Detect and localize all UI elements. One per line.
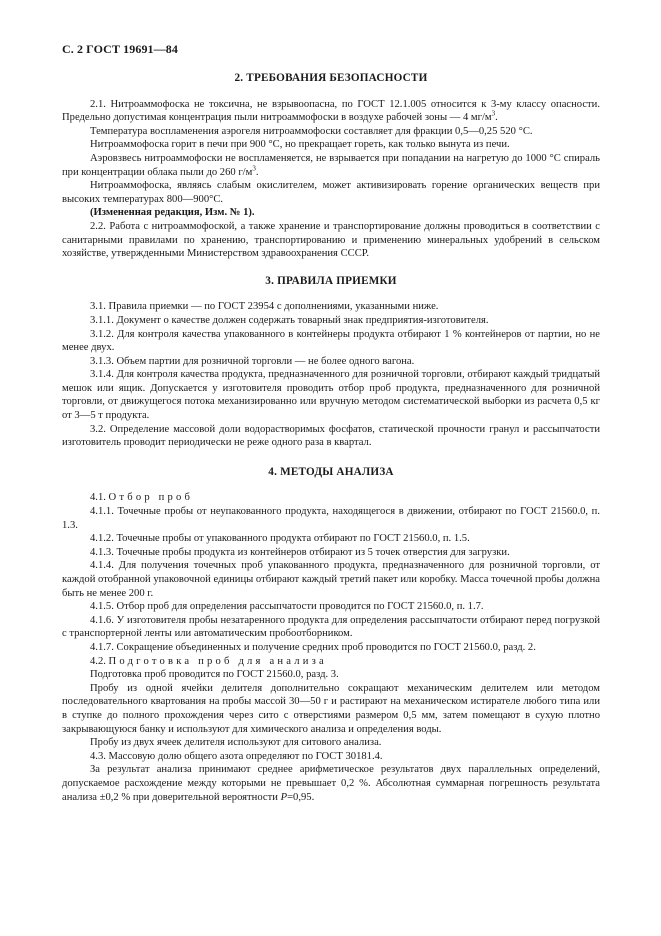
paragraph-2-2: 2.2. Работа с нитроаммофоской, а также хранение и транспортирование должны проводиться в соответствии с санитарными правилами по хранению, транспортированию и применению минеральных удобрений в сельском хозяйстве, утвержденными Министерством здравоохранения СССР. [62,220,600,260]
paragraph-4-3: 4.3. Массовую долю общего азота определяют по ГОСТ 30181.4. [90,750,383,762]
paragraph-4-1: 4.1. Отбор проб [90,492,194,504]
running-title: С. 2 ГОСТ 19691—84 [62,42,178,56]
section-2-title: 2. ТРЕБОВАНИЯ БЕЗОПАСНОСТИ [234,72,428,84]
paragraph-4-2-a: Подготовка проб проводится по ГОСТ 21560.0, разд. 3. [90,669,339,681]
paragraph-3-2: 3.2. Определение массовой доли водорастворимых фосфатов, статической прочности гранул и рассыпчатости изготовитель проводит периодически не реже одного раза в квартал. [62,423,600,449]
paragraph-4-1-1: 4.1.1. Точечные пробы от неупакованного продукта, находящегося в движении, отбирают по ГОСТ 21560.0, п. 1.3. [62,506,600,531]
paragraph-4-2-b: Пробу из одной ячейки делителя дополнительно сокращают механическим делителем или методом последовательного квартования на пробы массой 30—50 г и растирают на механическом истирателе любого типа или в ступке до полного прохождения через сито с отверстиями размером 0,5 мм, затем помещают в сухую плотно закрывающуюся банку и используют для химического анализа и определения воды. [62,682,600,735]
paragraph-3-1-1: 3.1.1. Документ о качестве должен содержать товарный знак предприятия-изготовителя. [90,314,489,326]
paragraph-4-2: 4.2. Подготовка проб для анализа [90,655,327,667]
paragraph-2-1: 2.1. Нитроаммофоска не токсична, не взрывоопасна, по ГОСТ 12.1.005 относится к 3-му классу опасности. Предельно допустимая концентрация пыли нитроаммофоски в воздухе рабочей зоны — 4 $мг/м^3$. [62,98,600,124]
paragraph-burning: Нитроаммофоска горит в печи при 900 °С, но прекращает гореть, как только вынута из печи. [90,139,510,151]
paragraph-3-1-2: 3.1.2. Для контроля качества упакованного в контейнеры продукта отбирают 1 % контейнеров от партии, но не менее двух. [62,328,600,354]
paragraph-3-1-3: 3.1.3. Объем партии для розничной торговли — не более одного вагона. [90,355,415,367]
paragraph-4-1-5: 4.1.5. Отбор проб для определения рассыпчатости проводится по ГОСТ 21560.0, п. 1.7. [90,601,484,613]
paragraph-4-1-4: 4.1.4. Для получения точечных проб упакованного продукта, предназначенного для розничной торговли, от каждой отобранной упаковочной единицы отбирают каждый третий пакет или коробку. Масса точечной пробы должна быть не менее 200 г. [62,560,600,599]
paragraph-4-3-b: За результат анализа принимают среднее арифметическое результатов двух параллельных определений, допускаемое расхождение между которыми не превышает 0,2 %. Абсолютная суммарная погрешность результата анализа ±0,2 % при доверительной вероятности Р=0,95. [62,764,600,803]
paragraph-4-1-2: 4.1.2. Точечные пробы от упакованного продукта отбирают по ГОСТ 21560.0, п. 1.5. [90,533,470,545]
paragraph-4-1-3: 4.1.3. Точечные пробы продукта из контейнеров отбирают из 5 точек отверстия для загрузки. [90,546,510,558]
paragraph-ignition-temperature: Температура воспламенения аэрогеля нитроаммофоски составляет для фракции 0,5—0,25 520 °С. [90,125,533,137]
section-3-title: 3. ПРАВИЛА ПРИЕМКИ [265,274,397,287]
amendment-note: (Измененная редакция, Изм. № 1). [90,207,255,219]
section-4-title: 4. МЕТОДЫ АНАЛИЗА [268,465,394,478]
paragraph-3-1-4: 3.1.4. Для контроля качества продукта, предназначенного для розничной торговли, отбирают каждый тридцатый мешок или ящик. Допускается у изготовителя проводить отбор проб продукта, предназначенного для розничной торговли, от движущегося потока механизированно или вручную методом систематической выборки из расчета 0,5 кг от 3—5 т продукта. [62,369,600,422]
paragraph-3-1: 3.1. Правила приемки — по ГОСТ 23954 с дополнениями, указанными ниже. [90,301,439,313]
paragraph-4-2-c: Пробу из двух ячеек делителя используют для ситового анализа. [90,737,382,749]
paragraph-aerosuspension: Аэровзвесь нитроаммофоски не воспламеняется, не взрывается при попадании на нагретую до 1000 °С спираль при концентрации облака пыли до 260 $г/м^3$. [62,152,600,178]
paragraph-4-1-6: 4.1.6. У изготовителя пробы незатаренного продукта для определения рассыпчатости отбирают перед погрузкой с транспортерной ленты или автоматическим пробоотборником. [62,614,600,640]
paragraph-4-1-7: 4.1.7. Сокращение объединенных и получение средних проб проводится по ГОСТ 21560.0, разд. 2. [90,641,536,653]
paragraph-oxidizer: Нитроаммофоска, являясь слабым окислителем, может активизировать горение органических веществ при высоких температурах 800—900°С. [62,180,600,205]
page-content [62,68,600,804]
